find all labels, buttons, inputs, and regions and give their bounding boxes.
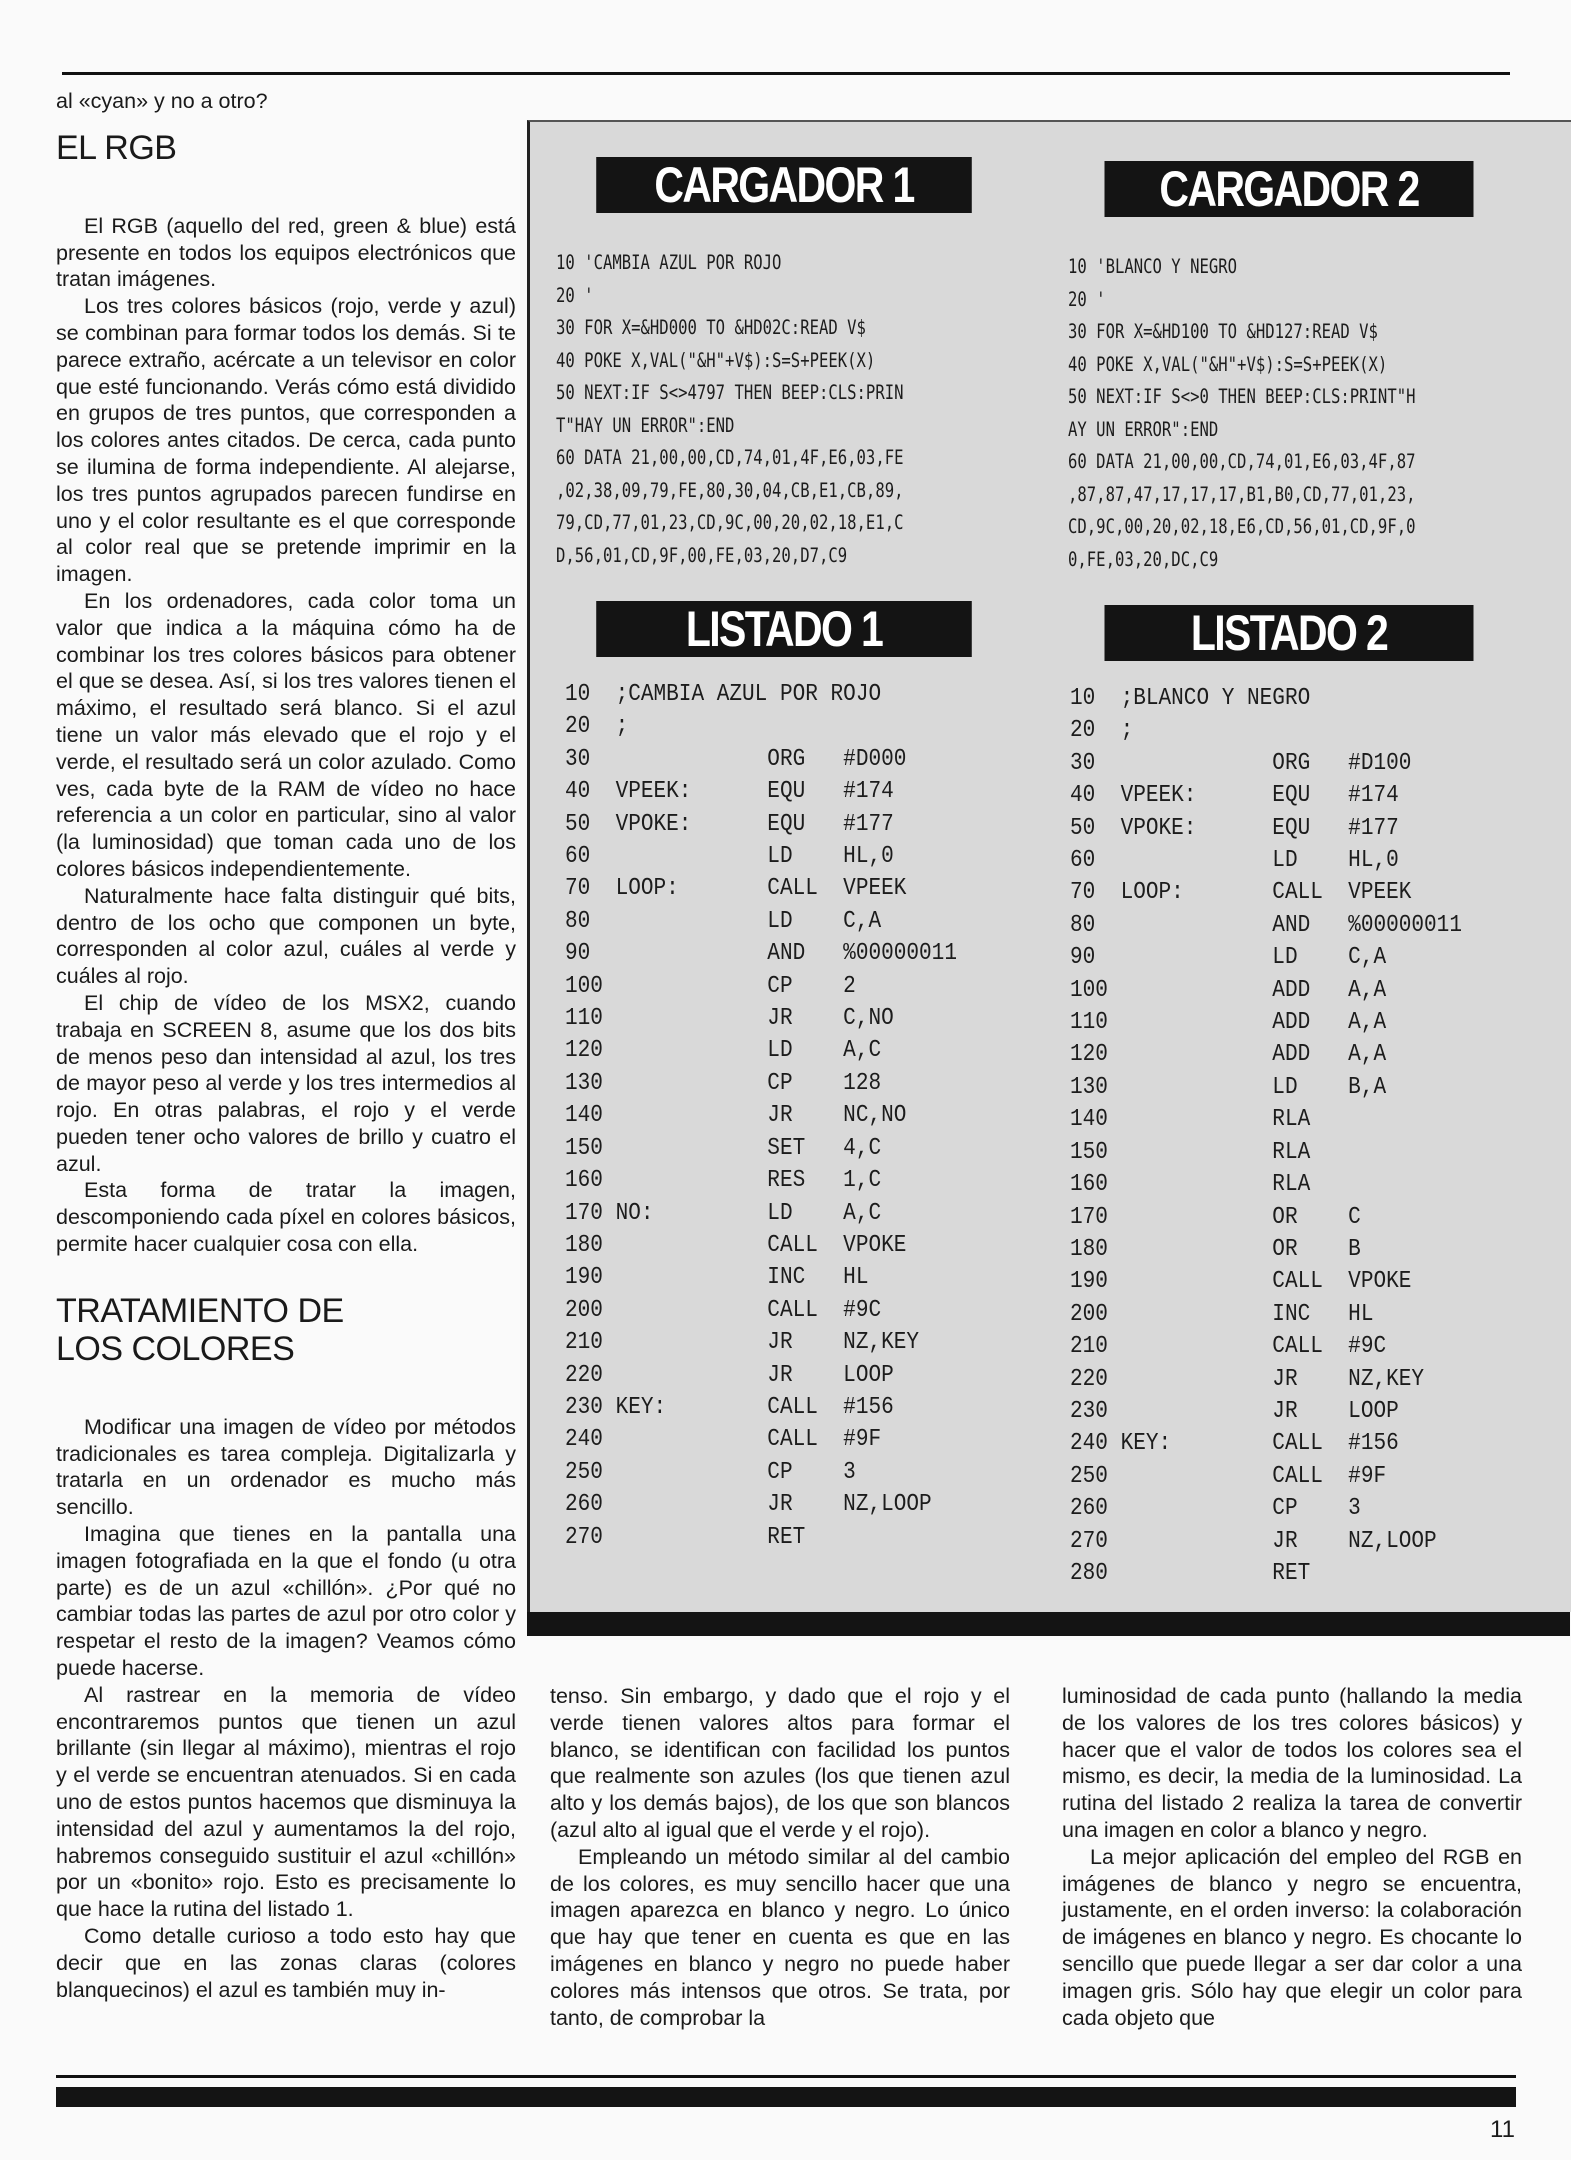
intro-line: al «cyan» y no a otro? xyxy=(56,89,268,113)
code-line: 160 RES 1,C xyxy=(565,1167,882,1195)
code-line: 220 JR NZ,KEY xyxy=(1070,1365,1425,1393)
bottom-rule-thin xyxy=(56,2075,1516,2078)
cargador-1-code xyxy=(556,247,904,572)
paragraph: tenso. Sin embargo, y dado que el rojo y el verde tienen valores altos para formar el blanco, se identifican con facilidad los puntos que realmente son azules (los que tienen azul alto y los demás bajos), de los que son blancos (azul alto al igual que el verde y el rojo). xyxy=(550,1684,1010,1842)
code-line: 10 ;BLANCO Y NEGRO xyxy=(1070,685,1311,712)
code-line: 60 LD HL,0 xyxy=(1070,847,1399,875)
code-line: 20 ; xyxy=(1070,717,1134,745)
code-line: 130 CP 128 xyxy=(565,1069,882,1097)
code-line: 240 CALL #9F xyxy=(565,1426,882,1454)
listado-1-code xyxy=(565,679,957,1554)
code-line: 70 LOOP: CALL VPEEK xyxy=(565,875,907,903)
heading-tratamiento-2: LOS COLORES xyxy=(56,1329,295,1368)
code-line: 140 RLA xyxy=(1070,1106,1311,1134)
code-line: 20 ' xyxy=(1068,287,1106,311)
code-line: 100 ADD A,A xyxy=(1070,976,1387,1004)
code-line: 90 AND %00000011 xyxy=(565,940,957,968)
code-line: ,02,38,09,79,FE,80,30,04,CB,E1,CB,89, xyxy=(556,478,904,502)
paragraph: Modificar una imagen de vídeo por métodos tradicionales es tarea compleja. Digitalizarla y tratarla en un ordenador es mucho más sencillo. xyxy=(56,1414,516,1520)
code-line: 200 CALL #9C xyxy=(565,1296,882,1324)
listado-2-code xyxy=(1070,683,1462,1590)
code-line: 230 KEY: CALL #156 xyxy=(565,1393,894,1421)
code-line: 140 JR NC,NO xyxy=(565,1102,907,1130)
code-line: 80 LD C,A xyxy=(565,907,882,935)
article-column-middle xyxy=(550,1683,1010,2031)
heading-el-rgb: EL RGB xyxy=(56,128,177,167)
cargador-1-title: CARGADOR 1 xyxy=(596,157,972,213)
code-line: 250 CP 3 xyxy=(565,1458,856,1486)
code-line: 10 'BLANCO Y NEGRO xyxy=(1068,255,1238,278)
code-line: 280 RET xyxy=(1070,1559,1311,1587)
code-line: 10 ;CAMBIA AZUL POR ROJO xyxy=(565,681,882,708)
code-line: 30 ORG #D000 xyxy=(565,745,907,773)
code-line: 160 RLA xyxy=(1070,1171,1311,1199)
code-line: CD,9C,00,20,02,18,E6,CD,56,01,CD,9F,0 xyxy=(1068,515,1416,538)
code-line: AY UN ERROR":END xyxy=(1068,417,1219,441)
code-line: 190 INC HL xyxy=(565,1264,869,1292)
code-line: 260 JR NZ,LOOP xyxy=(565,1491,932,1519)
paragraph: luminosidad de cada punto (hallando la media de los valores de los tres colores básicos) y hacer que el valor de todos los colores sea el mismo, es decir, la media de la luminosidad. La rutina del listado 2 realiza la tarea de convertir una imagen en color a blanco y negro. xyxy=(1062,1684,1522,1842)
paragraph: Imagina que tienes en la pantalla una imagen fotografiada en la que el fondo (u otra parte) es de un azul «chillón». ¿Por qué no cambiar todas las partes de azul por otro color y respetar el resto de la imagen? Veamos cómo puede hacerse. xyxy=(56,1522,516,1681)
code-line: 180 OR B xyxy=(1070,1235,1361,1263)
code-line: 180 CALL VPOKE xyxy=(565,1231,907,1259)
code-line: 60 LD HL,0 xyxy=(565,843,894,871)
code-line: 270 RET xyxy=(565,1523,806,1551)
code-line: 20 ; xyxy=(565,713,629,741)
listado-1-title: LISTADO 1 xyxy=(596,601,972,657)
right-paragraphs xyxy=(1062,1683,1522,2031)
code-line: 40 POKE X,VAL("&H"+V$):S=S+PEEK(X) xyxy=(1068,352,1388,376)
heading-tratamiento-1: TRATAMIENTO DE xyxy=(56,1291,344,1330)
code-line: 230 JR LOOP xyxy=(1070,1397,1399,1425)
code-line: 50 NEXT:IF S<>0 THEN BEEP:CLS:PRINT"H xyxy=(1068,385,1416,408)
paragraph: Empleando un método similar al del cambio de los colores, es muy sencillo hacer que una imagen aparezca en blanco y negro. Lo único que hay que tener en cuenta es que en las imágenes en blanco y negro no puede haber colores más intensos que otros. Se trata, por tanto, de comprobar la xyxy=(550,1844,1010,2030)
code-line: 30 FOR X=&HD100 TO &HD127:READ V$ xyxy=(1068,320,1378,343)
code-line: 170 NO: LD A,C xyxy=(565,1199,882,1227)
code-line: 80 AND %00000011 xyxy=(1070,911,1462,939)
code-line: 30 ORG #D100 xyxy=(1070,749,1412,777)
code-line: 30 FOR X=&HD000 TO &HD02C:READ V$ xyxy=(556,316,866,339)
rgb-paragraphs xyxy=(56,213,516,1258)
paragraph: Naturalmente hace falta distinguir qué bits, dentro de los ocho que componen un byte, corresponden al color azul, cuáles al verde y cuáles al rojo. xyxy=(56,883,516,989)
code-line: 110 ADD A,A xyxy=(1070,1009,1387,1037)
code-line: 60 DATA 21,00,00,CD,74,01,E6,03,4F,87 xyxy=(1068,450,1416,473)
paragraph: Como detalle curioso a todo esto hay que decir que en las zonas claras (colores blanquecinos) el azul es también muy in- xyxy=(56,1924,516,2002)
paragraph: En los ordenadores, cada color toma un valor que indica a la máquina cómo ha de combinar los tres colores básicos para obtener el que se desea. Así, si los tres valores tienen el máximo, el resultado será blanco. Si el azul tiene un valor más elevado que el rojo y el verde, el resultado será un color azulado. Como ves, cada byte de la RAM de vídeo no hace referencia a un color en particular, sino al valor (la luminosidad) que toman cada uno de los colores básicos independientemente. xyxy=(56,588,516,881)
paragraph: El RGB (aquello del red, green & blue) está presente en todos los equipos electrónicos que tratan imágenes. xyxy=(56,213,516,292)
paragraph: Esta forma de tratar la imagen, descomponiendo cada píxel en colores básicos, permite hacer cualquier cosa con ella. xyxy=(56,1178,516,1257)
code-line: 120 ADD A,A xyxy=(1070,1041,1387,1069)
cargador-2-title: CARGADOR 2 xyxy=(1105,161,1474,217)
bottom-rule-thick xyxy=(56,2087,1516,2107)
code-line: 250 CALL #9F xyxy=(1070,1462,1387,1490)
code-line: 70 LOOP: CALL VPEEK xyxy=(1070,879,1412,907)
code-line: 40 VPEEK: EQU #174 xyxy=(565,778,894,806)
code-line: 110 JR C,NO xyxy=(565,1005,894,1033)
top-rule xyxy=(62,72,1510,75)
code-line: 260 CP 3 xyxy=(1070,1495,1361,1523)
code-line: 190 CALL VPOKE xyxy=(1070,1268,1412,1296)
code-line: 60 DATA 21,00,00,CD,74,01,4F,E6,03,FE xyxy=(556,446,904,469)
code-line: ,87,87,47,17,17,17,B1,B0,CD,77,01,23, xyxy=(1068,482,1416,506)
paragraph: Al rastrear en la memoria de vídeo encontraremos puntos que tienen un azul brillante (sin llegar al máximo), mientras el rojo y el verde se encuentran atenuados. Si en cada uno de estos puntos hacemos que disminuya la intensidad del azul y aumentamos la del rojo, habremos conseguido sustituir el azul «chillón» por un «bonito» rojo. Esto es precisamente lo que hace la rutina del listado 1. xyxy=(56,1682,516,1922)
paragraph: El chip de vídeo de los MSX2, cuando trabaja en SCREEN 8, asume que los dos bits de menos peso dan intensidad al azul, los tres de mayor peso al verde y los tres intermedios al rojo. En otras palabras, el rojo y el verde pueden tener ocho valores de brillo y cuatro el azul. xyxy=(56,990,516,1176)
code-line: T"HAY UN ERROR":END xyxy=(556,413,735,437)
middle-paragraphs xyxy=(550,1683,1010,2031)
code-line: 50 NEXT:IF S<>4797 THEN BEEP:CLS:PRIN xyxy=(556,381,904,404)
code-line: 40 VPEEK: EQU #174 xyxy=(1070,782,1399,810)
page-number: 11 xyxy=(1490,2116,1515,2143)
code-line: 20 ' xyxy=(556,283,594,307)
code-line: 270 JR NZ,LOOP xyxy=(1070,1527,1437,1555)
paragraph: Los tres colores básicos (rojo, verde y azul) se combinan para formar todos los demás. Si te parece extraño, acércate a un televisor en color que esté funcionando. Verás cómo está dividido en grupos de tres puntos, que corresponden a los colores antes citados. De cerca, cada punto se ilumina de forma independiente. Al alejarse, los tres puntos agrupados parecen fundirse en uno y el color resultante es el que corresponde al color real que se pretende imprimir en la imagen. xyxy=(56,294,516,587)
code-line: 90 LD C,A xyxy=(1070,944,1387,972)
listado-2-title: LISTADO 2 xyxy=(1105,605,1474,661)
code-line: 210 CALL #9C xyxy=(1070,1333,1387,1361)
code-line: 170 OR C xyxy=(1070,1203,1361,1231)
code-line: 10 'CAMBIA AZUL POR ROJO xyxy=(556,251,782,274)
code-line: 150 RLA xyxy=(1070,1138,1311,1166)
tratamiento-paragraphs xyxy=(56,1414,516,2004)
code-line: 50 VPOKE: EQU #177 xyxy=(565,810,894,838)
code-line: 79,CD,77,01,23,CD,9C,00,20,02,18,E1,C xyxy=(556,511,904,534)
code-line: 50 VPOKE: EQU #177 xyxy=(1070,814,1399,842)
code-line: 240 KEY: CALL #156 xyxy=(1070,1430,1399,1458)
code-line: 0,FE,03,20,DC,C9 xyxy=(1068,547,1219,571)
code-line: 100 CP 2 xyxy=(565,972,856,1000)
code-line: 120 LD A,C xyxy=(565,1037,882,1065)
code-line: 130 LD B,A xyxy=(1070,1073,1387,1101)
code-line: 220 JR LOOP xyxy=(565,1361,894,1389)
article-column-right xyxy=(1062,1683,1522,2031)
code-line: D,56,01,CD,9F,00,FE,03,20,D7,C9 xyxy=(556,543,848,567)
code-line: 210 JR NZ,KEY xyxy=(565,1329,920,1357)
code-line: 40 POKE X,VAL("&H"+V$):S=S+PEEK(X) xyxy=(556,348,876,372)
panel-bottom-bar xyxy=(527,1612,1570,1636)
code-line: 200 INC HL xyxy=(1070,1300,1374,1328)
cargador-2-code xyxy=(1068,251,1416,576)
article-column-left xyxy=(56,88,516,2003)
paragraph: La mejor aplicación del empleo del RGB en imágenes de blanco y negro se encuentra, justamente, en el orden inverso: la colaboración de imágenes en blanco y negro. Es chocante lo sencillo que puede llegar a ser dar color a una imagen gris. Sólo hay que elegir un color para cada objeto que xyxy=(1062,1844,1522,2030)
code-line: 150 SET 4,C xyxy=(565,1134,882,1162)
